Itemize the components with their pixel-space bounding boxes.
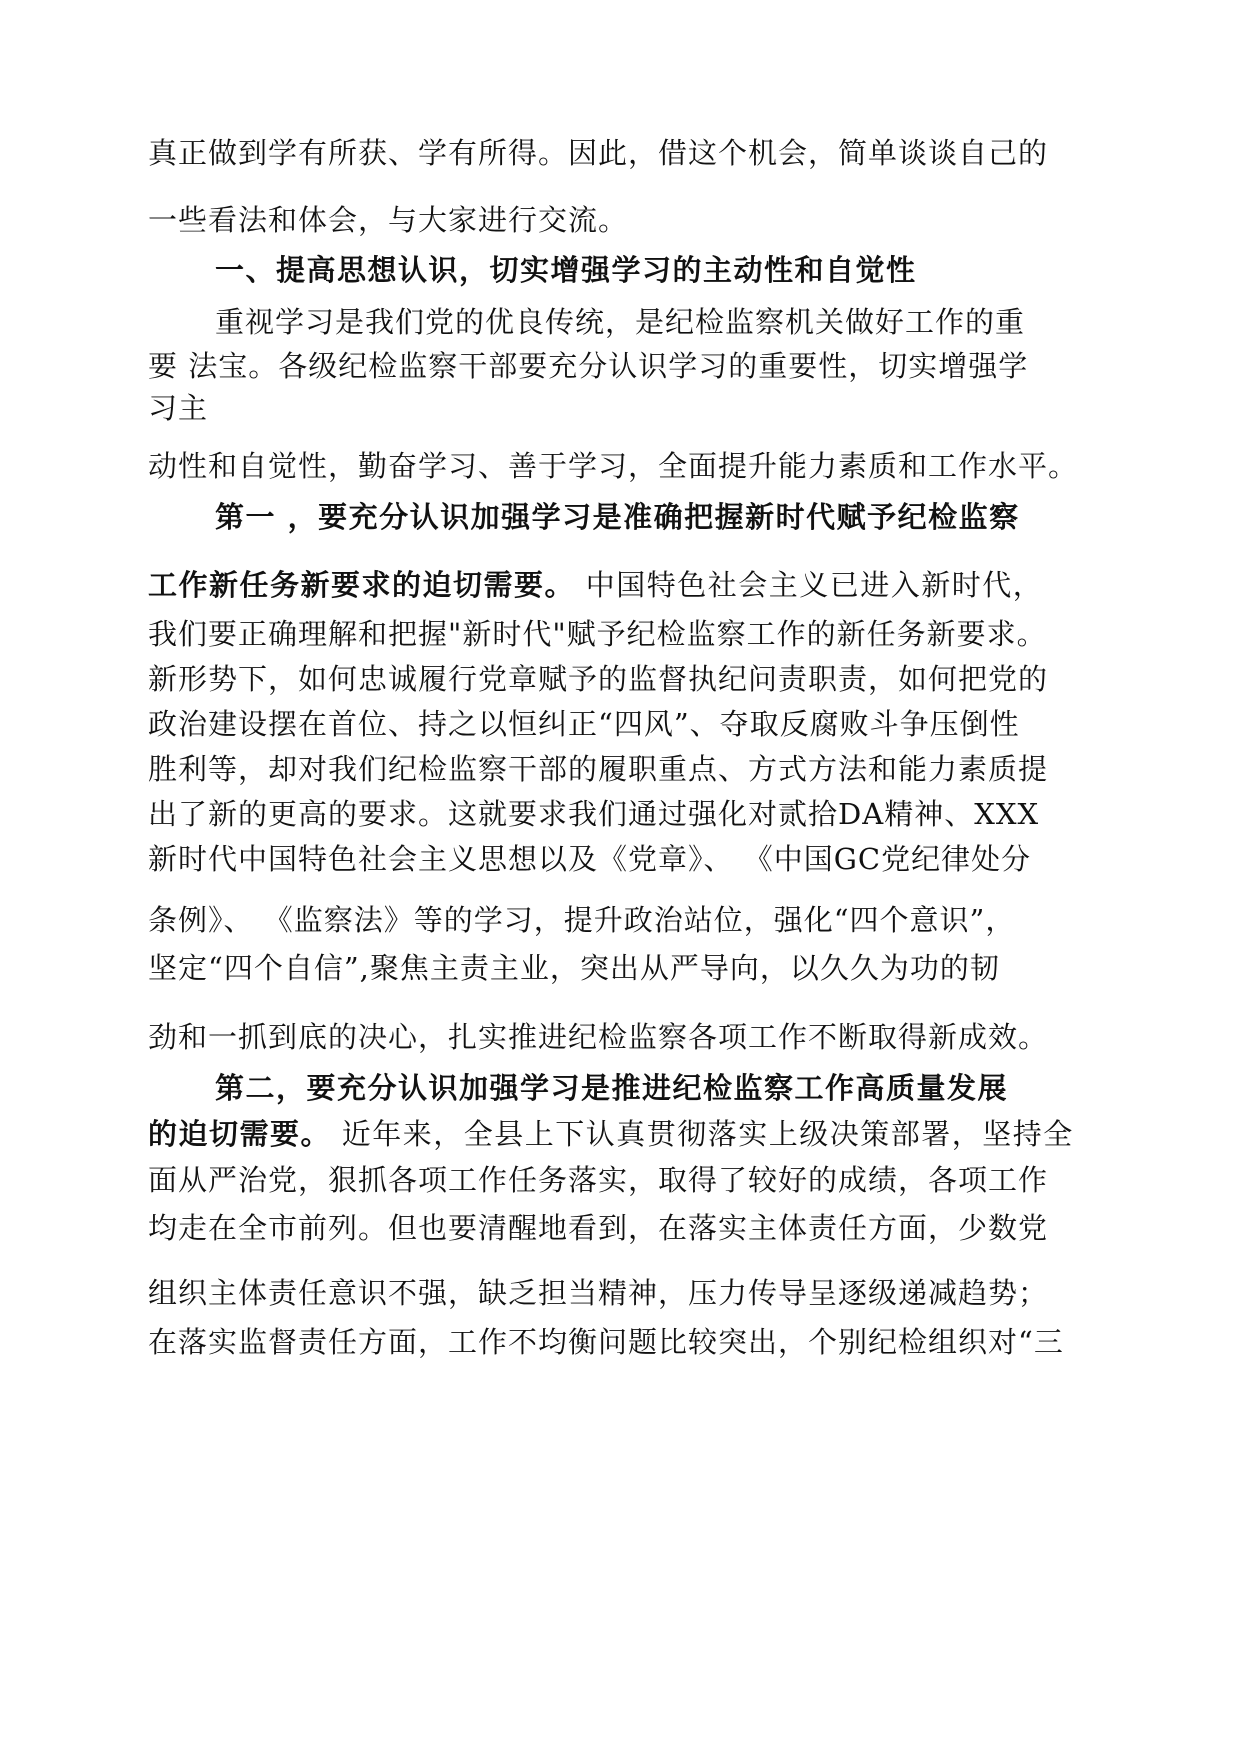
body-line: 习主	[148, 391, 209, 425]
subheading-continuation: 的迫切需要。	[148, 1117, 332, 1151]
body-line: 坚定“四个自信”,聚焦主责主业，突出从严导向，以久久为功的韧	[148, 951, 1000, 985]
section-heading: 一、提高思想认识，切实增强学习的主动性和自觉性	[215, 253, 917, 287]
body-line: 胜利等，却对我们纪检监察干部的履职重点、方式方法和能力素质提	[148, 752, 1049, 786]
body-line: 出了新的更高的要求。这就要求我们通过强化对贰拾DA精神、XXX	[148, 797, 1040, 831]
body-text: 近年来，全县上下认真贯彻落实上级决策部署，坚持全	[331, 1117, 1074, 1151]
body-line: 政治建设摆在首位、持之以恒纠正“四风”、夺取反腐败斗争压倒性	[148, 707, 1020, 741]
body-text: 中国特色社会主义已进入新时代，	[575, 568, 1044, 602]
subheading: 第一 ，要充分认识加强学习是准确把握新时代赋予纪检监察	[215, 500, 1020, 534]
subheading-mixed-line	[148, 1114, 1074, 1154]
body-line: 我们要正确理解和把握"新时代"赋予纪检监察工作的新任务新要求。	[148, 617, 1047, 651]
body-line: 重视学习是我们党的优良传统，是纪检监察机关做好工作的重	[215, 305, 1026, 339]
body-line: 均走在全市前列。但也要清醒地看到，在落实主体责任方面，少数党	[148, 1211, 1049, 1245]
body-line: 面从严治党，狠抓各项工作任务落实，取得了较好的成绩，各项工作	[148, 1163, 1049, 1197]
body-line: 组织主体责任意识不强，缺乏担当精神，压力传导呈逐级递减趋势；	[148, 1276, 1049, 1310]
body-line: 新形势下，如何忠诚履行党章赋予的监督执纪问责职责，如何把党的	[148, 662, 1049, 696]
subheading-mixed-line	[148, 565, 1043, 605]
body-line: 在落实监督责任方面，工作不均衡问题比较突出，个别纪检组织对“三	[148, 1325, 1064, 1359]
subheading-continuation: 工作新任务新要求的迫切需要。	[148, 568, 576, 602]
body-line: 一些看法和体会，与大家进行交流。	[148, 203, 629, 237]
body-line: 动性和自觉性，勤奋学习、善于学习，全面提升能力素质和工作水平。	[148, 449, 1079, 483]
body-line: 条例》、 《监察法》等的学习，提升政治站位，强化“四个意识”，	[148, 903, 1016, 937]
body-line: 新时代中国特色社会主义思想以及《党章》、 《中国GC党纪律处分	[148, 842, 1032, 876]
body-line: 真正做到学有所获、学有所得。因此，借这个机会，简单谈谈自己的	[148, 136, 1049, 170]
body-line: 要 法宝。各级纪检监察干部要充分认识学习的重要性，切实增强学	[148, 349, 1029, 383]
subheading: 第二，要充分认识加强学习是推进纪检监察工作高质量发展	[215, 1071, 1009, 1105]
body-line: 劲和一抓到底的决心，扎实推进纪检监察各项工作不断取得新成效。	[148, 1020, 1049, 1054]
